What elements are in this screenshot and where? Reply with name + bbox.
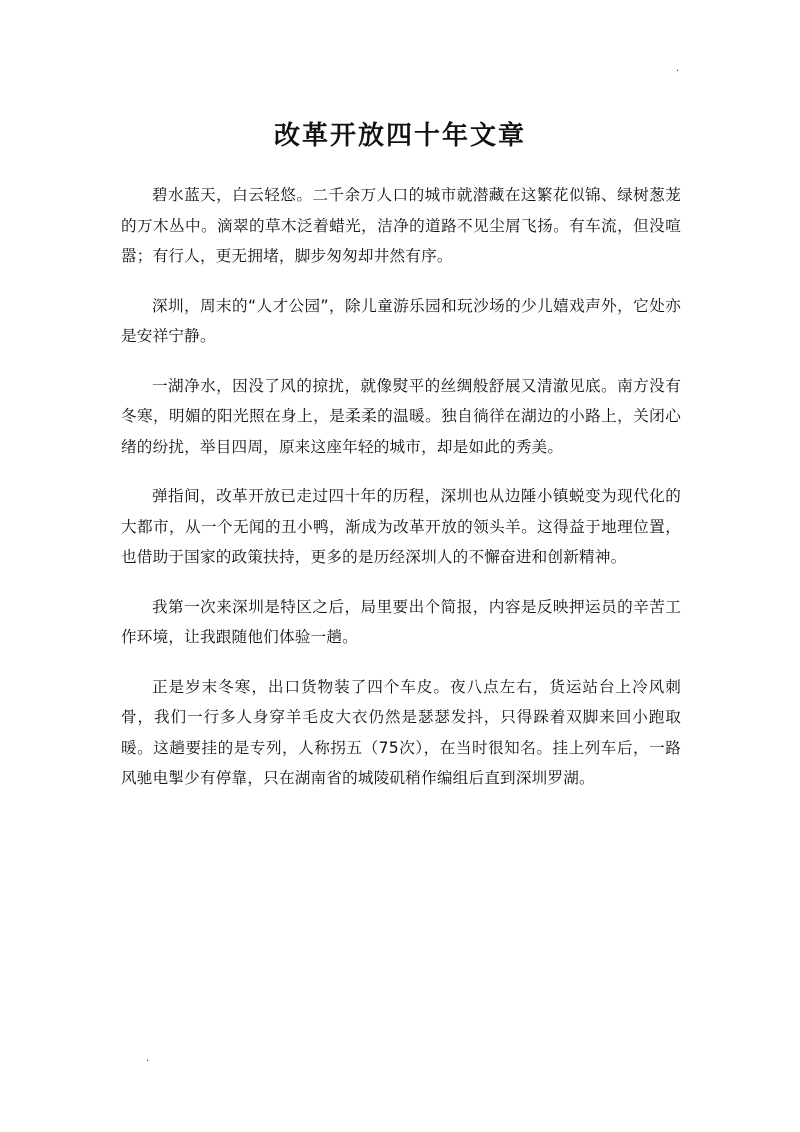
page-mark-top: . bbox=[676, 63, 680, 74]
paragraph-2: 深圳，周末的“人才公园”，除儿童游乐园和玩沙场的少儿嬉戏声外，它处亦是安祥宁静。 bbox=[121, 296, 681, 345]
paragraph-5: 我第一次来深圳是特区之后，局里要出个简报，内容是反映押运员的辛苦工作环境，让我跟随他们体验一趟。 bbox=[121, 597, 681, 646]
page-mark-bottom: . bbox=[146, 1053, 150, 1064]
paragraph-4: 弹指间，改革开放已走过四十年的历程，深圳也从边陲小镇蜕变为现代化的大都市，从一个无闻的丑小鸭，渐成为改革开放的领头羊。这得益于地理位置，也借助于国家的政策扶持，更多的是历经深圳人的不懈奋进和创新精神。 bbox=[121, 487, 681, 566]
paragraph-1: 碧水蓝天，白云轻悠。二千余万人口的城市就潜藏在这繁花似锦、绿树葱茏的万木丛中。滴翠的草木泛着蜡光，洁净的道路不见尘屑飞扬。有车流，但没喧嚣；有行人，更无拥堵，脚步匆匆却井然有序。 bbox=[121, 186, 681, 265]
article-body bbox=[121, 180, 681, 813]
page-title: 改革开放四十年文章 bbox=[273, 121, 526, 151]
paragraph-6: 正是岁末冬寒，出口货物装了四个车皮。夜八点左右，货运站台上冷风刺骨，我们一行多人身穿羊毛皮大衣仍然是瑟瑟发抖，只得跺着双脚来回小跑取暖。这趟要挂的是专列，人称拐五（75次），在当时很知名。挂上列车后，一路风驰电掣少有停靠，只在湖南省的城陵矶稍作编组后直到深圳罗湖。 bbox=[121, 677, 681, 787]
paragraph-3: 一湖净水，因没了风的掠扰，就像熨平的丝绸般舒展又清澈见底。南方没有冬寒，明媚的阳光照在身上，是柔柔的温暖。独自徜徉在湖边的小路上，关闭心绪的纷扰，举目四周，原来这座年轻的城市，却是如此的秀美。 bbox=[121, 376, 681, 456]
